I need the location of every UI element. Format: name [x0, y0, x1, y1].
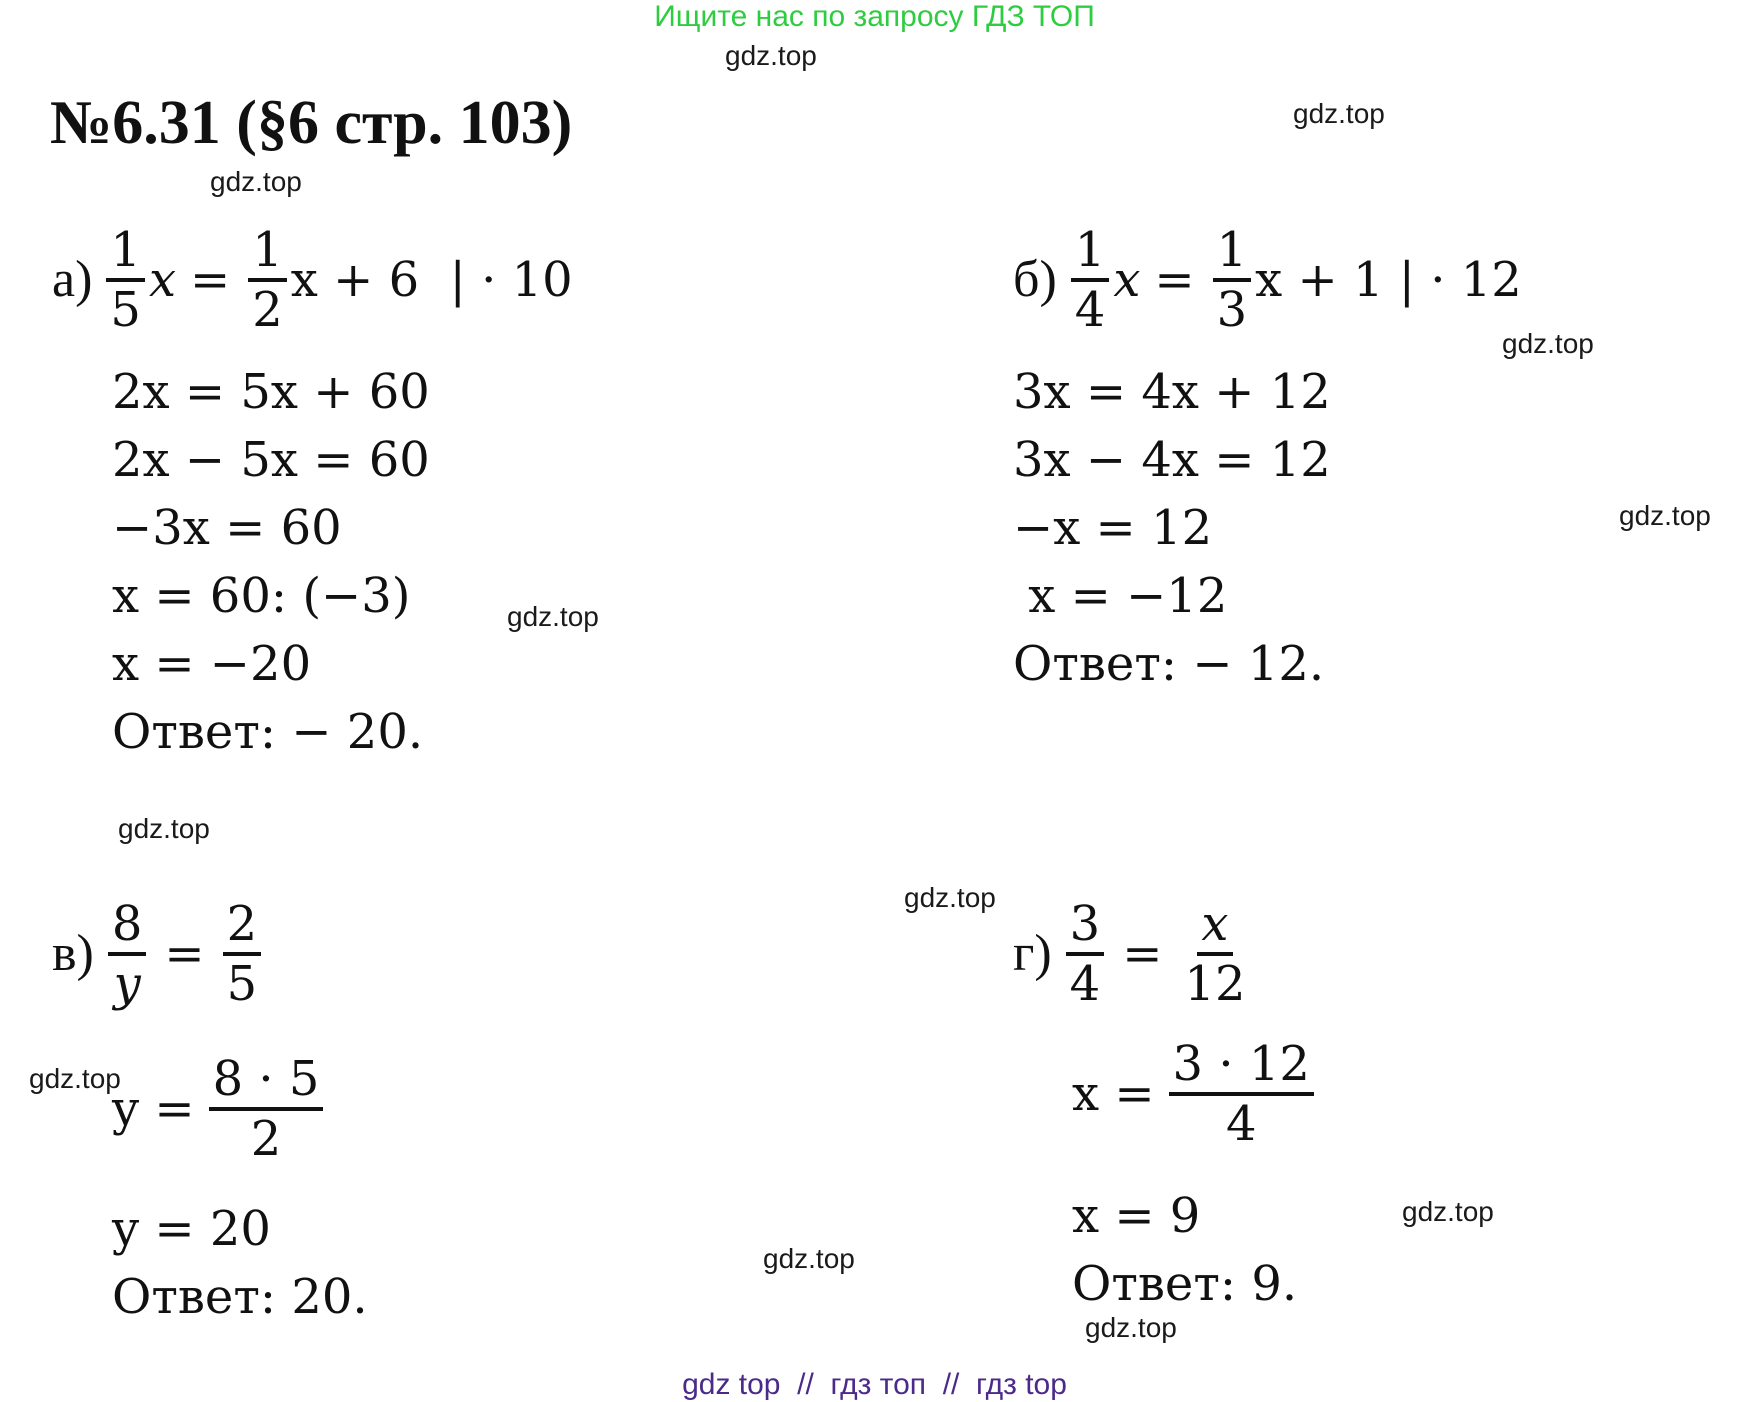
- fraction: $\frac{1}{3}$: [1213, 226, 1252, 334]
- answer-line: Ответ: 9.: [1072, 1256, 1298, 1312]
- watermark: gdz.top: [1502, 328, 1594, 359]
- solution-line: x = $\frac{3 \cdot 12}{4}$: [1072, 1040, 1318, 1148]
- fraction: $\frac{3 \cdot 12}{4}$: [1169, 1040, 1314, 1148]
- fraction: $\frac{8 \cdot 5}{2}$: [209, 1055, 324, 1163]
- watermark: gdz.top: [763, 1243, 855, 1274]
- solution-line: x = −12: [1013, 568, 1228, 624]
- watermark: gdz.top: [210, 166, 302, 197]
- watermark: gdz.top: [1402, 1196, 1494, 1227]
- watermark: gdz.top: [1619, 500, 1711, 531]
- solution-line: x = 9: [1072, 1188, 1201, 1244]
- equation-tail: x + 1 | · 12: [1255, 252, 1522, 308]
- solution-line: 3x − 4x = 12: [1013, 432, 1331, 488]
- watermark: gdz.top: [29, 1063, 121, 1094]
- watermark: gdz.top: [118, 813, 210, 844]
- solution-line: 3x = 4x + 12: [1013, 364, 1331, 420]
- solution-line: y = $\frac{8 \cdot 5}{2}$: [112, 1055, 327, 1163]
- fraction: $\frac{x}{12}$: [1184, 896, 1246, 1012]
- watermark: gdz.top: [904, 882, 996, 913]
- solution-line: 2x − 5x = 60: [112, 432, 430, 488]
- part-v-equation: в) $\frac{8}{y}$ = $\frac{2}{5}$: [52, 900, 265, 1008]
- fraction: $\frac{8}{y}$: [108, 900, 147, 1008]
- watermark: gdz.top: [1085, 1312, 1177, 1343]
- part-g-label: г): [1013, 925, 1052, 982]
- solution-line: −3x = 60: [112, 500, 342, 556]
- part-g-equation: г) $\frac{3}{4}$ = $\frac{x}{12}$: [1013, 900, 1254, 1008]
- solution-line: x = −20: [112, 636, 312, 692]
- answer-line: Ответ: − 12.: [1013, 636, 1325, 692]
- search-banner: Ищите нас по запросу ГДЗ ТОП: [654, 0, 1095, 33]
- part-v-label: в): [52, 925, 94, 982]
- solution-line: 2x = 5x + 60: [112, 364, 430, 420]
- part-b-label: б): [1013, 251, 1057, 308]
- fraction: $\frac{2}{5}$: [223, 900, 262, 1008]
- part-b-equation: б) $\frac{1}{4}$ x = $\frac{1}{3}$ x + 1 | · 12: [1013, 222, 1522, 338]
- footer-watermark: gdz top // гдз топ // гдз top: [682, 1368, 1067, 1401]
- watermark: gdz.top: [725, 40, 817, 71]
- exercise-title: №6.31 (§6 стр. 103): [50, 89, 573, 157]
- part-a-label: а): [52, 251, 93, 308]
- fraction: $\frac{1}{2}$: [248, 226, 287, 334]
- watermark: gdz.top: [507, 601, 599, 632]
- part-a-equation: а) $\frac{1}{5}$ x = $\frac{1}{2}$ x + 6 | · 10: [52, 222, 573, 338]
- watermark: gdz.top: [1293, 98, 1385, 129]
- solution-line: −x = 12: [1013, 500, 1213, 556]
- solution-line: y = 20: [112, 1201, 271, 1257]
- answer-line: Ответ: − 20.: [112, 704, 424, 760]
- fraction: $\frac{1}{4}$: [1071, 226, 1110, 334]
- fraction: $\frac{1}{5}$: [106, 226, 145, 334]
- solution-line: x = 60: (−3): [112, 568, 411, 624]
- fraction: $\frac{3}{4}$: [1066, 900, 1105, 1008]
- equation-tail: x + 6 | · 10: [290, 252, 573, 308]
- answer-line: Ответ: 20.: [112, 1269, 368, 1325]
